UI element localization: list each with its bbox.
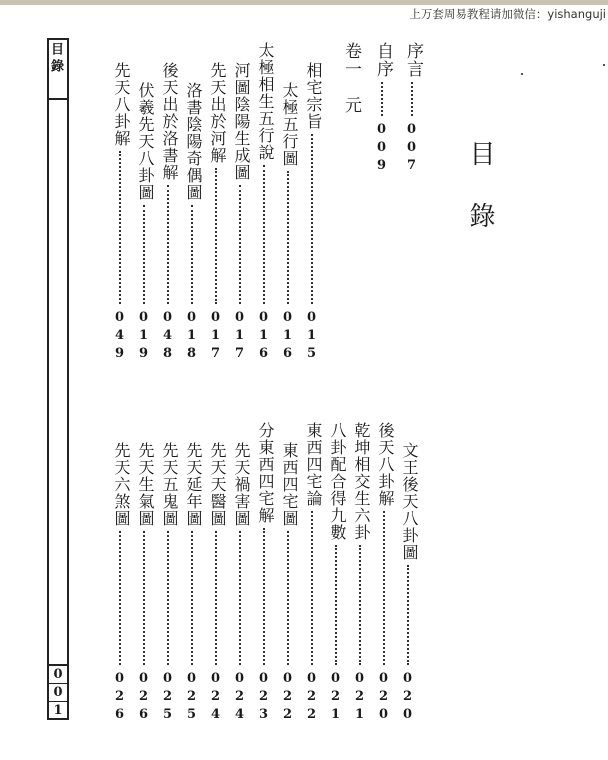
toc-entry-page: 009: [374, 122, 389, 176]
toc-entry-page: 021: [328, 671, 343, 725]
speck: [521, 73, 523, 75]
leader-dots: [411, 82, 414, 116]
toc-entry-title: 先天生氣圖: [136, 442, 155, 527]
toc-entry-page: 015: [304, 310, 319, 364]
toc-entry-title: 太極五行圖: [280, 82, 299, 167]
leader-dots: [167, 531, 170, 665]
leader-dots: [287, 171, 290, 304]
page-digit: 0: [49, 666, 67, 684]
toc-entry-title: 東西四宅圖: [280, 442, 299, 527]
toc-entry-title: 後天八卦解: [376, 422, 395, 507]
toc-entry-title: 卷一 元: [341, 42, 361, 114]
toc-entry-title: 先天禍害圖: [232, 442, 251, 527]
toc-entry-title: 先天五鬼圖: [160, 442, 179, 527]
toc-entry-title: 先天延年圖: [184, 442, 203, 527]
toc-entry-page: 026: [112, 671, 127, 725]
side-tab-page-number: [47, 664, 69, 720]
toc-entry-title: 東西四宅論: [304, 422, 323, 507]
toc-entry-title: 乾坤相交生六卦: [352, 422, 371, 541]
leader-dots: [167, 185, 170, 304]
toc-entry-page: 022: [280, 671, 295, 725]
side-tab-frame: [47, 38, 69, 720]
toc-entry-title: 洛書陰陽奇偶圖: [184, 82, 203, 201]
toc-entry-page: 025: [184, 671, 199, 725]
leader-dots: [143, 205, 146, 304]
leader-dots: [287, 531, 290, 665]
toc-entry-page: 017: [208, 310, 223, 364]
toc-entry-title: 先天六煞圖: [112, 442, 131, 527]
toc-entry-page: 024: [208, 671, 223, 725]
toc-entry-page: 048: [160, 310, 175, 364]
toc-entry-page: 018: [184, 310, 199, 364]
page-heading: 目錄: [465, 140, 495, 264]
leader-dots: [407, 565, 410, 665]
toc-entry-page: 026: [136, 671, 151, 725]
leader-dots: [215, 531, 218, 665]
leader-dots: [263, 165, 266, 304]
leader-dots: [239, 185, 242, 304]
leader-dots: [311, 134, 314, 304]
toc-entry-page: 023: [256, 671, 271, 725]
toc-entry-title: 先天出於河解: [208, 62, 227, 164]
side-tab-title: 目錄: [48, 42, 63, 76]
toc-entry-page: 017: [232, 310, 247, 364]
page-digit: 0: [49, 684, 67, 702]
leader-dots: [383, 511, 386, 665]
leader-dots: [215, 168, 218, 304]
toc-entry-title: 分東西四宅解: [256, 422, 275, 524]
toc-entry-title: 序言: [403, 42, 423, 78]
leader-dots: [381, 82, 384, 116]
leader-dots: [335, 545, 338, 665]
toc-entry-title: 相宅宗旨: [304, 62, 323, 130]
toc-entry-page: 025: [160, 671, 175, 725]
toc-entry-title: 先天八卦解: [112, 62, 131, 147]
leader-dots: [143, 531, 146, 665]
leader-dots: [119, 151, 122, 304]
page-digit: 1: [53, 703, 63, 718]
toc-entry-title: 伏羲先天八卦圖: [136, 82, 155, 201]
leader-dots: [119, 531, 122, 665]
toc-entry-page: 016: [280, 310, 295, 364]
toc-entry-page: 020: [400, 671, 415, 725]
leader-dots: [191, 205, 194, 304]
top-border: [0, 0, 608, 5]
leader-dots: [311, 511, 314, 665]
toc-entry-page: 022: [304, 671, 319, 725]
watermark-text: 上万套周易教程请加微信：yishanguji: [409, 7, 606, 21]
toc-entry-title: 先天天醫圖: [208, 442, 227, 527]
toc-entry-page: 021: [352, 671, 367, 725]
toc-entry-page: 007: [404, 122, 419, 176]
leader-dots: [239, 531, 242, 665]
toc-entry-page: 024: [232, 671, 247, 725]
toc-entry-title: 自序: [373, 42, 393, 78]
toc-entry-title: 後天出於洛書解: [160, 62, 179, 181]
leader-dots: [191, 531, 194, 665]
toc-entry-title: 河圖陰陽生成圖: [232, 62, 251, 181]
toc-entry-page: 016: [256, 310, 271, 364]
toc-entry-title: 八卦配合得九數: [328, 422, 347, 541]
toc-entry-title: 太極相生五行說: [256, 42, 275, 161]
toc-entry-page: 019: [136, 310, 151, 364]
leader-dots: [263, 528, 266, 665]
toc-entry-page: 020: [376, 671, 391, 725]
toc-entry-title: 文王後天八卦圖: [400, 442, 419, 561]
leader-dots: [359, 545, 362, 665]
toc-entry-page: 049: [112, 310, 127, 364]
speck: [603, 64, 605, 66]
